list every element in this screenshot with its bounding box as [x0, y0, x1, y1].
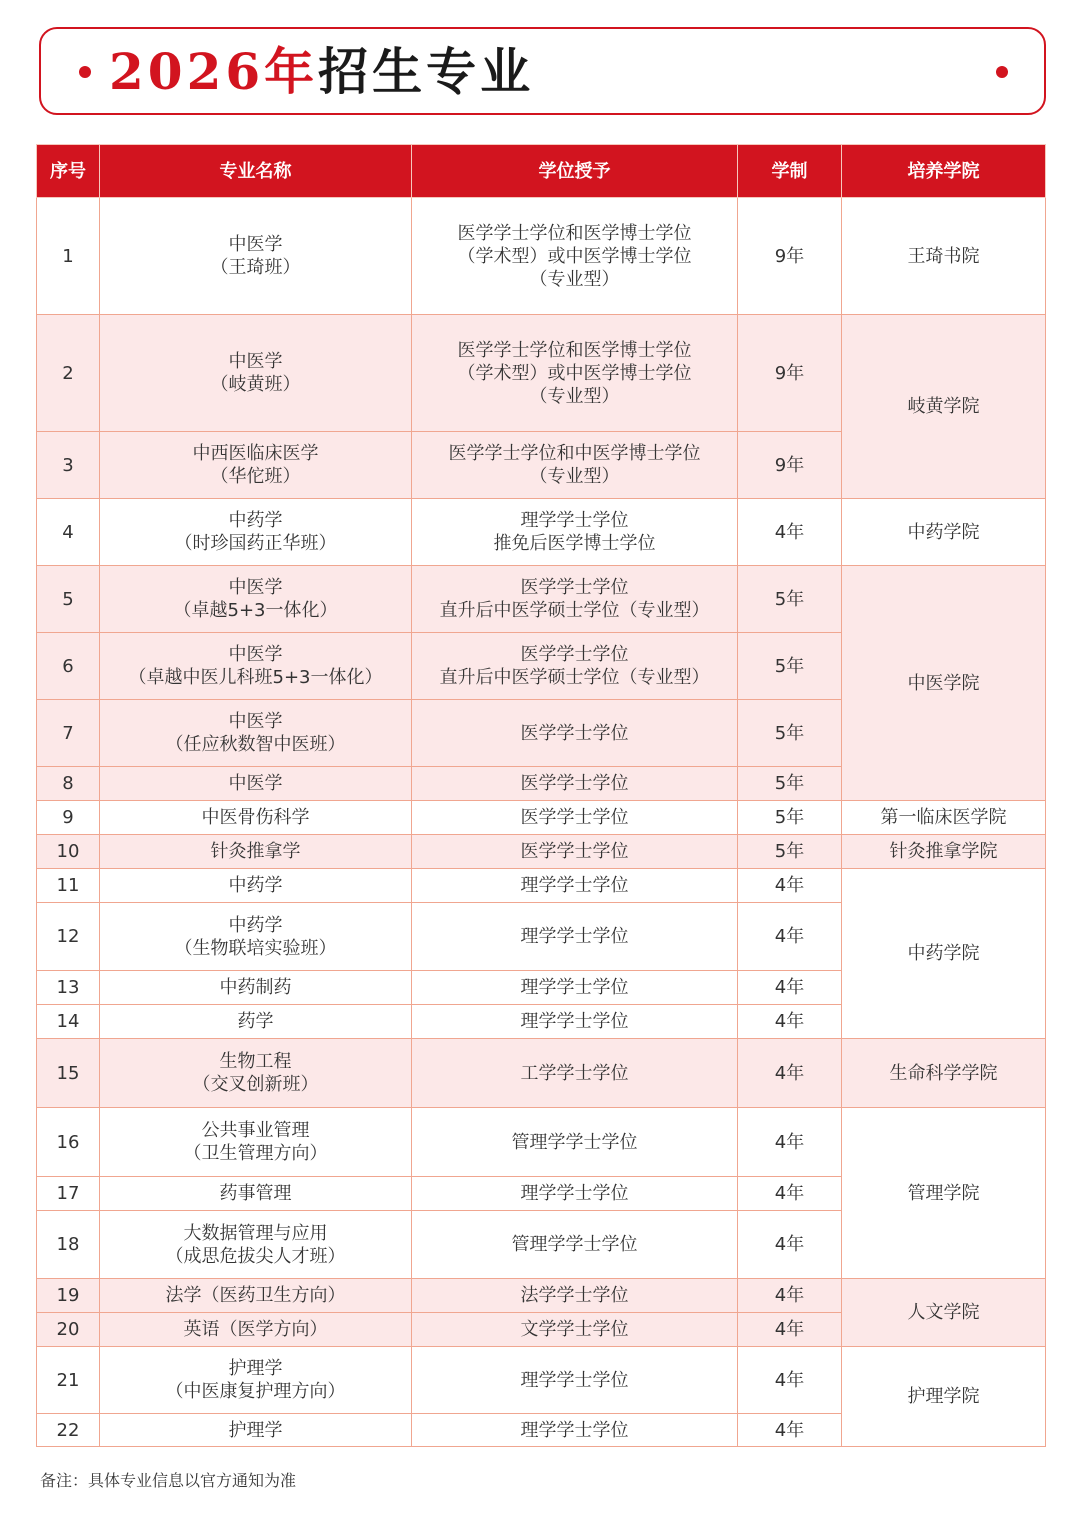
- cell-degree: 理学学士学位: [412, 1005, 738, 1039]
- cell-years: 4年: [738, 1414, 842, 1447]
- table-row: [37, 499, 1046, 566]
- table-header-row: [37, 145, 1046, 198]
- cell-years: 5年: [738, 835, 842, 869]
- table-row: [37, 566, 1046, 633]
- majors-table: [36, 144, 1046, 1447]
- cell-years: 4年: [738, 1211, 842, 1279]
- cell-college: 王琦书院: [842, 198, 1046, 315]
- cell-degree: 工学学士学位: [412, 1039, 738, 1108]
- cell-no: 1: [37, 198, 100, 315]
- cell-years: 4年: [738, 1313, 842, 1347]
- cell-name: 药事管理: [100, 1177, 412, 1211]
- cell-no: 11: [37, 869, 100, 903]
- cell-name: 中药学 （生物联培实验班）: [100, 903, 412, 971]
- header-years: 学制: [738, 145, 842, 198]
- cell-years: 4年: [738, 971, 842, 1005]
- cell-no: 18: [37, 1211, 100, 1279]
- cell-years: 5年: [738, 767, 842, 801]
- cell-name: 中医学 （任应秋数智中医班）: [100, 700, 412, 767]
- cell-years: 4年: [738, 1005, 842, 1039]
- table-row: [37, 1039, 1046, 1108]
- cell-name: 中药学: [100, 869, 412, 903]
- cell-name: 中西医临床医学 （华佗班）: [100, 432, 412, 499]
- title-banner: [39, 27, 1046, 115]
- cell-college: 人文学院: [842, 1279, 1046, 1347]
- cell-degree: 医学学士学位 直升后中医学硕士学位（专业型）: [412, 566, 738, 633]
- cell-college: 中药学院: [842, 869, 1046, 1039]
- cell-no: 21: [37, 1347, 100, 1414]
- cell-years: 5年: [738, 566, 842, 633]
- cell-name: 护理学 （中医康复护理方向）: [100, 1347, 412, 1414]
- cell-no: 13: [37, 971, 100, 1005]
- cell-no: 12: [37, 903, 100, 971]
- cell-name: 法学（医药卫生方向）: [100, 1279, 412, 1313]
- cell-name: 中医学 （王琦班）: [100, 198, 412, 315]
- cell-no: 14: [37, 1005, 100, 1039]
- cell-years: 4年: [738, 1039, 842, 1108]
- cell-years: 4年: [738, 499, 842, 566]
- cell-college: 管理学院: [842, 1108, 1046, 1279]
- cell-years: 9年: [738, 315, 842, 432]
- cell-degree: 管理学学士学位: [412, 1211, 738, 1279]
- cell-no: 22: [37, 1414, 100, 1447]
- cell-name: 公共事业管理 （卫生管理方向）: [100, 1108, 412, 1177]
- cell-degree: 理学学士学位: [412, 903, 738, 971]
- cell-years: 5年: [738, 700, 842, 767]
- cell-degree: 理学学士学位: [412, 1177, 738, 1211]
- cell-college: 针灸推拿学院: [842, 835, 1046, 869]
- cell-no: 10: [37, 835, 100, 869]
- cell-degree: 管理学学士学位: [412, 1108, 738, 1177]
- header-name: 专业名称: [100, 145, 412, 198]
- cell-no: 2: [37, 315, 100, 432]
- table-row: [37, 801, 1046, 835]
- cell-degree: 理学学士学位 推免后医学博士学位: [412, 499, 738, 566]
- header-college: 培养学院: [842, 145, 1046, 198]
- cell-no: 15: [37, 1039, 100, 1108]
- cell-years: 4年: [738, 869, 842, 903]
- cell-degree: 医学学士学位: [412, 801, 738, 835]
- cell-years: 9年: [738, 432, 842, 499]
- table-row: [37, 315, 1046, 432]
- cell-degree: 医学学士学位: [412, 767, 738, 801]
- cell-college: 中药学院: [842, 499, 1046, 566]
- cell-college: 生命科学学院: [842, 1039, 1046, 1108]
- cell-name: 生物工程 （交叉创新班）: [100, 1039, 412, 1108]
- cell-years: 4年: [738, 903, 842, 971]
- cell-college: 护理学院: [842, 1347, 1046, 1447]
- table-row: [37, 1279, 1046, 1313]
- cell-college: 岐黄学院: [842, 315, 1046, 499]
- cell-no: 9: [37, 801, 100, 835]
- footnote: 备注：具体专业信息以官方通知为准: [40, 1471, 297, 1490]
- cell-name: 药学: [100, 1005, 412, 1039]
- cell-name: 针灸推拿学: [100, 835, 412, 869]
- cell-degree: 理学学士学位: [412, 1347, 738, 1414]
- table-row: [37, 1108, 1046, 1177]
- cell-degree: 医学学士学位和医学博士学位 （学术型）或中医学博士学位 （专业型）: [412, 315, 738, 432]
- cell-name: 中医学 （岐黄班）: [100, 315, 412, 432]
- cell-name: 中药制药: [100, 971, 412, 1005]
- page-title: [109, 41, 534, 103]
- cell-years: 4年: [738, 1177, 842, 1211]
- cell-years: 5年: [738, 801, 842, 835]
- cell-no: 20: [37, 1313, 100, 1347]
- cell-name: 英语（医学方向）: [100, 1313, 412, 1347]
- table-row: [37, 1347, 1046, 1414]
- cell-no: 5: [37, 566, 100, 633]
- title-text: 招生专业: [318, 43, 535, 101]
- cell-name: 中医学: [100, 767, 412, 801]
- bullet-dot-right: [996, 66, 1008, 78]
- cell-degree: 医学学士学位和医学博士学位 （学术型）或中医学博士学位 （专业型）: [412, 198, 738, 315]
- cell-years: 4年: [738, 1347, 842, 1414]
- header-no: 序号: [37, 145, 100, 198]
- table-row: [37, 869, 1046, 903]
- cell-no: 7: [37, 700, 100, 767]
- cell-years: 5年: [738, 633, 842, 700]
- bullet-dot-left: [79, 66, 91, 78]
- title-year: 2026年: [109, 42, 319, 101]
- cell-no: 3: [37, 432, 100, 499]
- cell-name: 中医学 （卓越5+3一体化）: [100, 566, 412, 633]
- cell-degree: 医学学士学位 直升后中医学硕士学位（专业型）: [412, 633, 738, 700]
- cell-years: 9年: [738, 198, 842, 315]
- cell-no: 16: [37, 1108, 100, 1177]
- cell-no: 17: [37, 1177, 100, 1211]
- table-row: [37, 198, 1046, 315]
- cell-degree: 医学学士学位: [412, 835, 738, 869]
- cell-degree: 理学学士学位: [412, 869, 738, 903]
- cell-degree: 理学学士学位: [412, 971, 738, 1005]
- cell-no: 4: [37, 499, 100, 566]
- cell-no: 8: [37, 767, 100, 801]
- cell-college: 第一临床医学院: [842, 801, 1046, 835]
- cell-name: 中药学 （时珍国药正华班）: [100, 499, 412, 566]
- cell-name: 护理学: [100, 1414, 412, 1447]
- cell-degree: 文学学士学位: [412, 1313, 738, 1347]
- cell-no: 19: [37, 1279, 100, 1313]
- cell-degree: 医学学士学位和中医学博士学位 （专业型）: [412, 432, 738, 499]
- cell-name: 大数据管理与应用 （成思危拔尖人才班）: [100, 1211, 412, 1279]
- table-row: [37, 835, 1046, 869]
- cell-college: 中医学院: [842, 566, 1046, 801]
- cell-no: 6: [37, 633, 100, 700]
- header-degree: 学位授予: [412, 145, 738, 198]
- cell-degree: 医学学士学位: [412, 700, 738, 767]
- cell-degree: 理学学士学位: [412, 1414, 738, 1447]
- cell-years: 4年: [738, 1279, 842, 1313]
- cell-degree: 法学学士学位: [412, 1279, 738, 1313]
- cell-name: 中医学 （卓越中医儿科班5+3一体化）: [100, 633, 412, 700]
- cell-name: 中医骨伤科学: [100, 801, 412, 835]
- cell-years: 4年: [738, 1108, 842, 1177]
